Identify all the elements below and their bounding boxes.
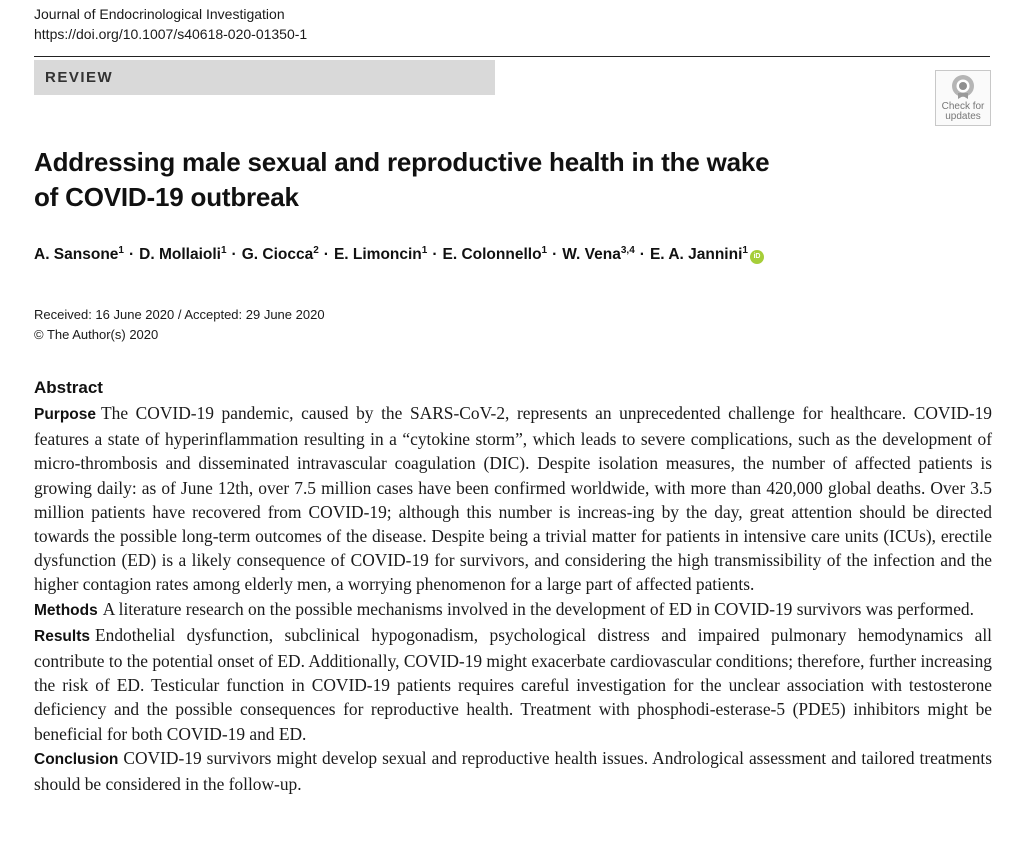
section-band (34, 60, 495, 95)
author-separator: · (323, 246, 329, 264)
abstract-methods-text: A literature research on the possible mechanisms involved in the development of ED in COVID-19 survivors was performed. (102, 598, 974, 619)
author-affiliation: 3,4 (620, 245, 635, 256)
author-list (34, 245, 934, 264)
abstract-purpose-text: The COVID-19 pandemic, caused by the SARS-CoV-2, represents an unprecedented challenge for healthcare. COVID-19 features a state of hyperinflammation resulting in a “cytokine storm”, which leads to severe complications, such as the development of micro-thrombosis and disseminated intravascular coagulation (DIC). Despite isolation measures, the number of affected patients is growing daily: as of June 12th, over 7.5 million cases have been confirmed worldwide, with more than 420,000 global deaths. Over 3.5 million patients have recovered from COVID-19; although this number is increas-ing by the day, great attention should be directed towards the possible long-term outcomes of the disease. Despite being a trivial matter for patients in intensive care units (ICUs), erectile dysfunction (ED) is a likely consequence of COVID-19 for survivors, and considering the high transmissibility of the infection and the higher contagion rates among elderly men, a worrying phenomenon for a large part of affected patients. (34, 403, 992, 595)
abstract-results (34, 623, 992, 746)
title-line-2: of COVID-19 outbreak (34, 182, 299, 212)
check-for-updates-label: Check for updates (941, 101, 985, 122)
author-separator: · (552, 246, 558, 264)
doi-link[interactable]: https://doi.org/10.1007/s40618-020-01350-1 (34, 26, 308, 42)
author-name[interactable]: E. Limoncin (333, 246, 422, 264)
author-separator: · (432, 246, 438, 264)
check-for-updates-badge[interactable] (935, 70, 991, 126)
abstract-body (34, 401, 992, 796)
abstract-conclusion (34, 746, 992, 796)
author-name[interactable]: A. Sansone (34, 246, 119, 264)
title-line-1: Addressing male sexual and reproductive health in the wake (34, 147, 770, 177)
abstract-results-label: Results (34, 627, 90, 645)
orcid-icon[interactable]: iD (750, 250, 764, 264)
author-affiliation: 1 (118, 245, 124, 256)
author-name[interactable]: E. Colonnello (442, 246, 542, 264)
abstract-methods-label: Methods (34, 601, 98, 619)
author-name[interactable]: E. A. Jannini (649, 246, 743, 264)
article-title (34, 145, 834, 215)
crossmark-icon (951, 74, 975, 100)
author-name[interactable]: G. Ciocca (241, 246, 314, 264)
author-affiliation: 1 (220, 245, 227, 256)
author-affiliation: 1 (541, 245, 548, 256)
journal-header (34, 4, 307, 44)
author-affiliation: 1 (742, 245, 748, 256)
abstract-purpose (34, 401, 992, 597)
author-affiliation: 2 (313, 245, 319, 256)
article-dates (34, 305, 325, 345)
author-separator: · (128, 246, 135, 264)
abstract-methods (34, 597, 992, 623)
author-separator: · (231, 246, 237, 264)
author-name[interactable]: W. Vena (562, 246, 621, 264)
section-label: REVIEW (45, 69, 114, 86)
copyright: © The Author(s) 2020 (34, 327, 159, 342)
author-name[interactable]: D. Mollaioli (139, 246, 221, 264)
abstract-conclusion-label: Conclusion (34, 750, 119, 768)
abstract-purpose-label: Purpose (34, 406, 97, 423)
author-affiliation: 1 (421, 245, 428, 256)
header-divider (34, 56, 990, 57)
received-accepted: Received: 16 June 2020 / Accepted: 29 June 2020 (34, 307, 325, 322)
author-separator: · (639, 246, 645, 264)
abstract-conclusion-text: COVID-19 survivors might develop sexual and reproductive health issues. Andrological assessment and tailored treatments should be considered in the follow-up. (34, 747, 992, 795)
abstract-results-text: Endothelial dysfunction, subclinical hypogonadism, psychological distress and impaired pulmonary hemodynamics all contribute to the potential onset of ED. Additionally, COVID-19 might exacerbate cardiovascular conditions; therefore, further increasing the risk of ED. Testicular function in COVID-19 patients requires careful investigation for the unclear association with testosterone deficiency and the possible consequences for reproductive health. Treatment with phosphodi-esterase-5 (PDE5) inhibitors might be beneficial for both COVID-19 and ED. (34, 624, 992, 744)
abstract-heading: Abstract (34, 378, 103, 397)
journal-name: Journal of Endocrinological Investigation (34, 6, 285, 22)
